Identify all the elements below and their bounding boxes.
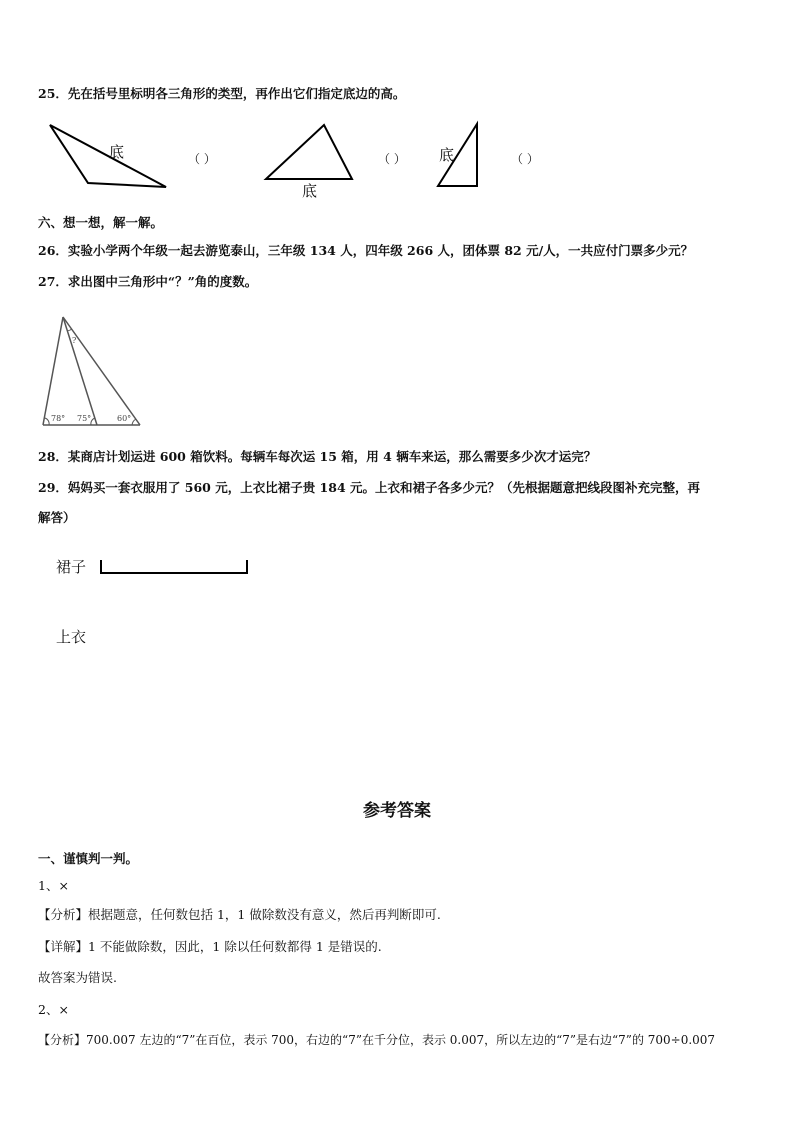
answers-title: 参考答案 [363, 801, 431, 821]
base-label-2: 底 [302, 182, 318, 200]
paren-answer-1[interactable]: （ ） [188, 152, 216, 166]
paren-answer-3[interactable]: （ ） [511, 152, 539, 166]
answer-2-analysis: 【分析】700.007 左边的“7”在百位，表示 700，右边的“7”在千分位，表示 0.007，所以左边的“7”是右边“7”的 700÷0.007 [38, 1033, 716, 1047]
unknown-angle-label: ? [72, 336, 77, 345]
q29-text-line2: 解答） [38, 510, 76, 525]
q25-text: 25．先在括号里标明各三角形的类型，再作出它们指定底边的高。 [38, 86, 406, 101]
angle-75-label: 75° [77, 414, 92, 423]
q27-text: 27．求出图中三角形中“？”角的度数。 [38, 274, 258, 289]
paren-answer-2[interactable]: （ ） [378, 152, 406, 166]
section-6-heading: 六、想一想，解一解。 [38, 215, 164, 230]
skirt-label: 裙子 [56, 558, 87, 576]
answers-section-1: 一、谨慎判一判。 [38, 851, 139, 866]
answer-1-number: 1、× [38, 878, 69, 893]
answer-1-conclusion: 故答案为错误. [38, 970, 117, 985]
angle-60-label: 60° [117, 414, 132, 423]
q26-text: 26．实验小学两个年级一起去游览泰山，三年级 134 人，四年级 266 人，团体票 82 元/人，一共应付门票多少元？ [38, 243, 694, 258]
q29-text-line1: 29．妈妈买一套衣服用了 560 元，上衣比裙子贵 184 元。上衣和裙子各多少元？（先根据题意把线段图补充完整，再 [38, 480, 700, 495]
base-label-1: 底 [109, 143, 125, 161]
q28-text: 28．某商店计划运进 600 箱饮料。每辆车每次运 15 箱，用 4 辆车来运，那么需要多少次才运完？ [38, 449, 597, 464]
answer-2-number: 2、× [38, 1002, 69, 1017]
angle-78-label: 78° [51, 414, 66, 423]
base-label-3: 底 [439, 146, 455, 164]
answer-1-analysis: 【分析】根据题意，任何数包括 1，1 做除数没有意义，然后再判断即可. [38, 907, 441, 922]
top-label: 上衣 [56, 628, 87, 646]
answer-1-detail: 【详解】1 不能做除数，因此，1 除以任何数都得 1 是错误的. [38, 939, 382, 954]
